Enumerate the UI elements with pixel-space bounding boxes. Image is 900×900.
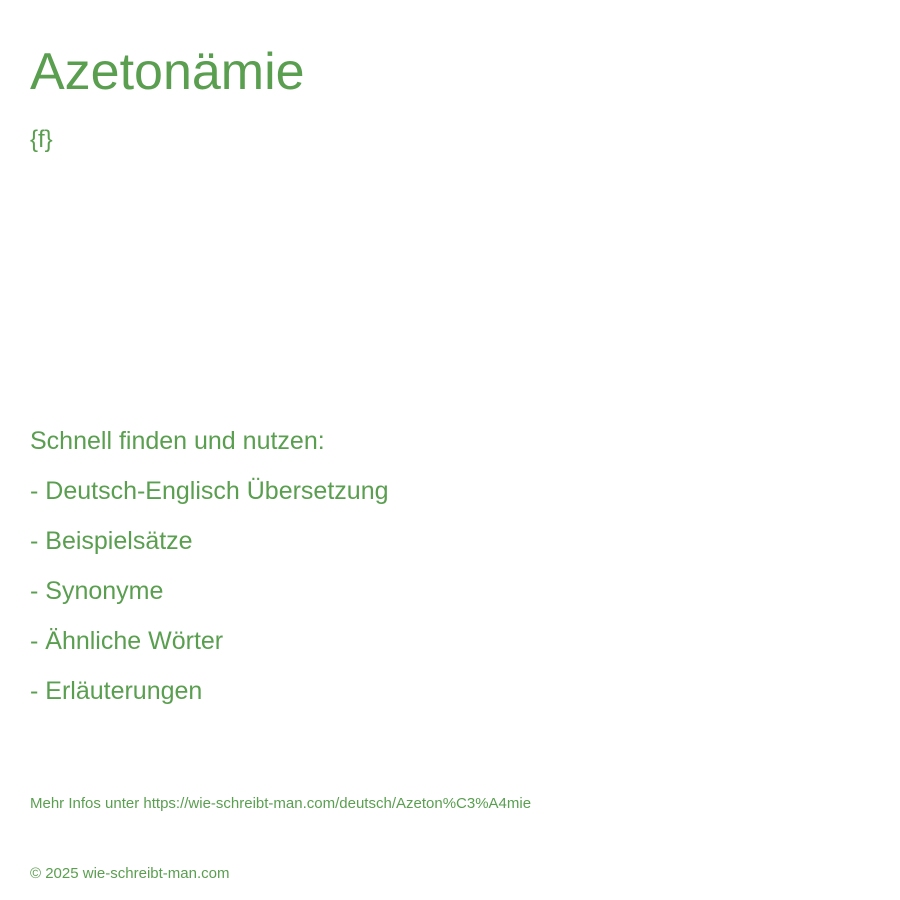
more-info-prefix: Mehr Infos unter <box>30 795 140 812</box>
copyright-notice: © 2025 wie-schreibt-man.com <box>30 865 230 882</box>
feature-item-explanations: - Erläuterungen <box>30 677 203 705</box>
feature-items <box>30 474 389 708</box>
feature-item-example-sentences: - Beispielsätze <box>30 527 193 555</box>
feature-list-heading: Schnell finden und nutzen: <box>30 427 325 455</box>
more-info-link[interactable]: https://wie-schreibt-man.com/deutsch/Azeton%C3%A4mie <box>143 795 532 812</box>
gender-label: {f} <box>30 126 53 153</box>
feature-item-translation: - Deutsch-Englisch Übersetzung <box>30 477 389 505</box>
more-info-line <box>30 794 531 814</box>
feature-item-similar-words: - Ähnliche Wörter <box>30 627 224 655</box>
word-title: Azetonämie <box>30 43 305 101</box>
page <box>30 0 870 900</box>
feature-item-synonyms: - Synonyme <box>30 577 164 605</box>
feature-list <box>30 424 389 724</box>
